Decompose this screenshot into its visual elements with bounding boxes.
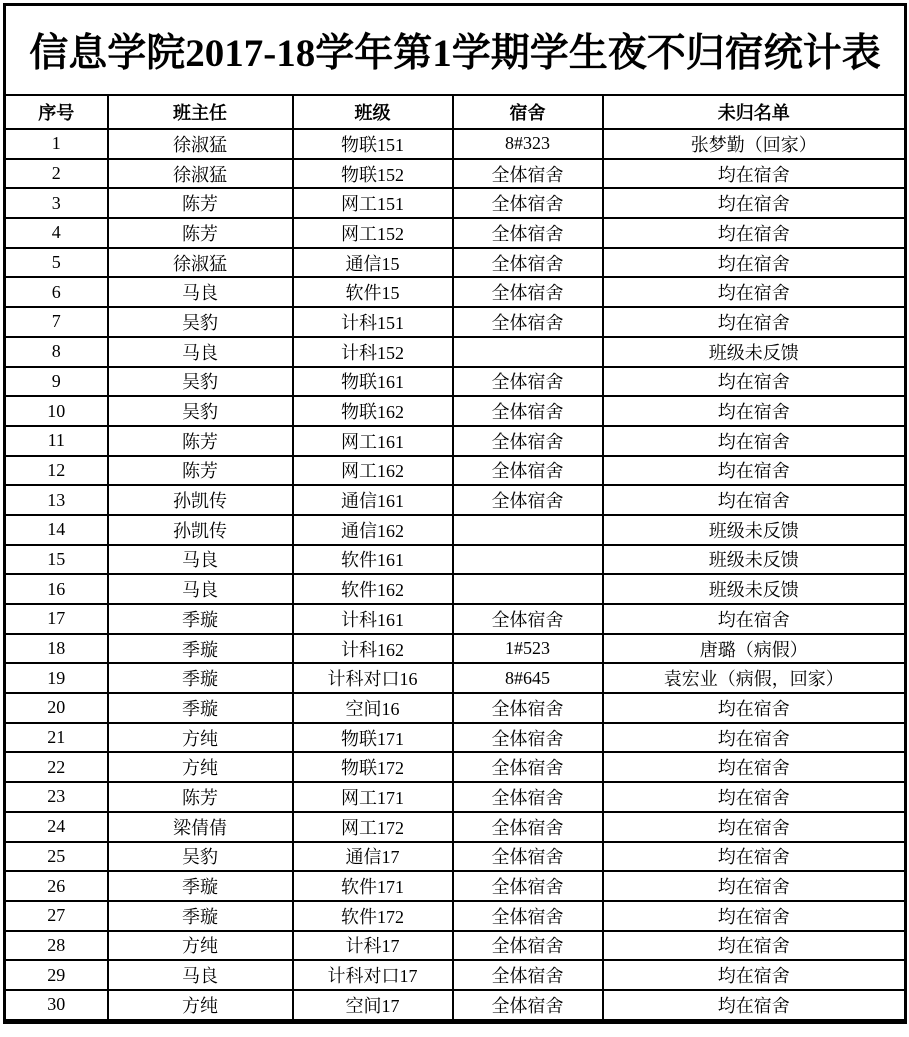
- cell-class: 软件162: [293, 574, 453, 604]
- table-row: [5, 515, 906, 545]
- table-row: [5, 307, 906, 337]
- cell-teacher: 季璇: [108, 604, 293, 634]
- cell-class: 物联152: [293, 159, 453, 189]
- cell-index: 29: [5, 960, 108, 990]
- cell-absent-list: 均在宿舍: [603, 871, 906, 901]
- cell-index: 17: [5, 604, 108, 634]
- cell-absent-list: 均在宿舍: [603, 485, 906, 515]
- cell-index: 25: [5, 842, 108, 872]
- table-row: [5, 574, 906, 604]
- cell-absent-list: 均在宿舍: [603, 159, 906, 189]
- cell-absent-list: 均在宿舍: [603, 693, 906, 723]
- cell-teacher: 陈芳: [108, 218, 293, 248]
- cell-absent-list: 均在宿舍: [603, 752, 906, 782]
- cell-class: 网工162: [293, 456, 453, 486]
- table-body: [5, 129, 906, 1021]
- cell-dorm: 全体宿舍: [453, 188, 603, 218]
- table-row: [5, 782, 906, 812]
- cell-teacher: 陈芳: [108, 426, 293, 456]
- cell-teacher: 吴豹: [108, 842, 293, 872]
- cell-dorm: 全体宿舍: [453, 396, 603, 426]
- cell-class: 网工152: [293, 218, 453, 248]
- cell-dorm: 全体宿舍: [453, 901, 603, 931]
- cell-index: 12: [5, 456, 108, 486]
- cell-dorm: 全体宿舍: [453, 960, 603, 990]
- cell-absent-list: 袁宏业（病假，回家）: [603, 663, 906, 693]
- cell-absent-list: 班级未反馈: [603, 545, 906, 575]
- cell-absent-list: 均在宿舍: [603, 188, 906, 218]
- cell-absent-list: 均在宿舍: [603, 842, 906, 872]
- table-row: [5, 337, 906, 367]
- header-row: [5, 95, 906, 129]
- table-row: [5, 931, 906, 961]
- cell-teacher: 季璇: [108, 634, 293, 664]
- cell-teacher: 陈芳: [108, 782, 293, 812]
- cell-class: 计科17: [293, 931, 453, 961]
- cell-index: 7: [5, 307, 108, 337]
- cell-teacher: 季璇: [108, 901, 293, 931]
- table-row: [5, 871, 906, 901]
- cell-teacher: 季璇: [108, 871, 293, 901]
- cell-absent-list: 均在宿舍: [603, 812, 906, 842]
- cell-absent-list: 均在宿舍: [603, 426, 906, 456]
- table-row: [5, 634, 906, 664]
- table-row: [5, 752, 906, 782]
- cell-index: 1: [5, 129, 108, 159]
- table-row: [5, 367, 906, 397]
- cell-teacher: 孙凯传: [108, 515, 293, 545]
- cell-teacher: 方纯: [108, 723, 293, 753]
- cell-teacher: 孙凯传: [108, 485, 293, 515]
- cell-dorm: 全体宿舍: [453, 485, 603, 515]
- table-row: [5, 842, 906, 872]
- table-row: [5, 277, 906, 307]
- cell-teacher: 徐淑猛: [108, 129, 293, 159]
- cell-absent-list: 均在宿舍: [603, 307, 906, 337]
- cell-class: 空间16: [293, 693, 453, 723]
- cell-absent-list: 均在宿舍: [603, 901, 906, 931]
- table-row: [5, 604, 906, 634]
- cell-index: 11: [5, 426, 108, 456]
- cell-index: 13: [5, 485, 108, 515]
- cell-index: 16: [5, 574, 108, 604]
- cell-teacher: 马良: [108, 337, 293, 367]
- night-absence-statistics-table: [3, 3, 907, 1024]
- cell-dorm: [453, 337, 603, 367]
- cell-class: 网工172: [293, 812, 453, 842]
- table-row: [5, 960, 906, 990]
- cell-teacher: 马良: [108, 960, 293, 990]
- cell-dorm: 1#523: [453, 634, 603, 664]
- cell-absent-list: 均在宿舍: [603, 277, 906, 307]
- cell-dorm: [453, 545, 603, 575]
- cell-dorm: 全体宿舍: [453, 693, 603, 723]
- cell-teacher: 吴豹: [108, 307, 293, 337]
- cell-dorm: 全体宿舍: [453, 812, 603, 842]
- table-row: [5, 545, 906, 575]
- table-row: [5, 812, 906, 842]
- cell-index: 8: [5, 337, 108, 367]
- cell-class: 计科161: [293, 604, 453, 634]
- cell-class: 通信15: [293, 248, 453, 278]
- table-row: [5, 188, 906, 218]
- table-row: [5, 663, 906, 693]
- cell-absent-list: 均在宿舍: [603, 367, 906, 397]
- table-row: [5, 693, 906, 723]
- cell-class: 物联172: [293, 752, 453, 782]
- cell-index: 4: [5, 218, 108, 248]
- table-row: [5, 426, 906, 456]
- cell-index: 19: [5, 663, 108, 693]
- cell-dorm: 全体宿舍: [453, 782, 603, 812]
- cell-dorm: 全体宿舍: [453, 159, 603, 189]
- cell-absent-list: 均在宿舍: [603, 931, 906, 961]
- cell-absent-list: 班级未反馈: [603, 515, 906, 545]
- cell-absent-list: 均在宿舍: [603, 218, 906, 248]
- cell-class: 计科对口16: [293, 663, 453, 693]
- cell-index: 18: [5, 634, 108, 664]
- cell-dorm: 8#323: [453, 129, 603, 159]
- cell-absent-list: 班级未反馈: [603, 337, 906, 367]
- cell-teacher: 徐淑猛: [108, 248, 293, 278]
- table-row: [5, 129, 906, 159]
- cell-class: 计科151: [293, 307, 453, 337]
- cell-index: 20: [5, 693, 108, 723]
- cell-class: 计科162: [293, 634, 453, 664]
- cell-absent-list: 均在宿舍: [603, 782, 906, 812]
- cell-dorm: 全体宿舍: [453, 248, 603, 278]
- page-title: 信息学院2017-18学年第1学期学生夜不归宿统计表: [5, 5, 906, 96]
- cell-dorm: 全体宿舍: [453, 871, 603, 901]
- cell-absent-list: 班级未反馈: [603, 574, 906, 604]
- table-row: [5, 901, 906, 931]
- cell-index: 15: [5, 545, 108, 575]
- cell-absent-list: 均在宿舍: [603, 960, 906, 990]
- cell-dorm: 全体宿舍: [453, 842, 603, 872]
- cell-teacher: 方纯: [108, 990, 293, 1021]
- cell-class: 软件15: [293, 277, 453, 307]
- cell-absent-list: 均在宿舍: [603, 604, 906, 634]
- cell-index: 24: [5, 812, 108, 842]
- table-row: [5, 159, 906, 189]
- cell-index: 5: [5, 248, 108, 278]
- cell-class: 物联151: [293, 129, 453, 159]
- cell-index: 6: [5, 277, 108, 307]
- cell-dorm: 全体宿舍: [453, 218, 603, 248]
- cell-dorm: 全体宿舍: [453, 931, 603, 961]
- cell-index: 28: [5, 931, 108, 961]
- cell-class: 软件172: [293, 901, 453, 931]
- table-row: [5, 485, 906, 515]
- cell-index: 9: [5, 367, 108, 397]
- cell-dorm: 全体宿舍: [453, 367, 603, 397]
- cell-teacher: 陈芳: [108, 188, 293, 218]
- cell-teacher: 吴豹: [108, 396, 293, 426]
- table-row: [5, 990, 906, 1021]
- column-header-teacher: 班主任: [108, 95, 293, 129]
- cell-index: 10: [5, 396, 108, 426]
- cell-dorm: 全体宿舍: [453, 990, 603, 1021]
- cell-absent-list: 均在宿舍: [603, 456, 906, 486]
- cell-class: 物联162: [293, 396, 453, 426]
- cell-class: 通信162: [293, 515, 453, 545]
- cell-class: 网工161: [293, 426, 453, 456]
- cell-dorm: [453, 515, 603, 545]
- cell-dorm: [453, 574, 603, 604]
- cell-index: 21: [5, 723, 108, 753]
- cell-teacher: 季璇: [108, 663, 293, 693]
- cell-class: 通信161: [293, 485, 453, 515]
- cell-dorm: 全体宿舍: [453, 604, 603, 634]
- cell-class: 计科152: [293, 337, 453, 367]
- cell-dorm: 全体宿舍: [453, 752, 603, 782]
- cell-dorm: 8#645: [453, 663, 603, 693]
- cell-index: 27: [5, 901, 108, 931]
- cell-absent-list: 均在宿舍: [603, 990, 906, 1021]
- cell-absent-list: 唐璐（病假）: [603, 634, 906, 664]
- cell-dorm: 全体宿舍: [453, 277, 603, 307]
- cell-teacher: 季璇: [108, 693, 293, 723]
- cell-dorm: 全体宿舍: [453, 307, 603, 337]
- table-row: [5, 456, 906, 486]
- table-row: [5, 218, 906, 248]
- cell-index: 30: [5, 990, 108, 1021]
- cell-index: 26: [5, 871, 108, 901]
- cell-class: 物联161: [293, 367, 453, 397]
- cell-absent-list: 均在宿舍: [603, 723, 906, 753]
- cell-teacher: 陈芳: [108, 456, 293, 486]
- cell-teacher: 方纯: [108, 931, 293, 961]
- column-header-absent-list: 未归名单: [603, 95, 906, 129]
- cell-dorm: 全体宿舍: [453, 723, 603, 753]
- cell-index: 22: [5, 752, 108, 782]
- cell-index: 14: [5, 515, 108, 545]
- column-header-dorm: 宿舍: [453, 95, 603, 129]
- cell-teacher: 马良: [108, 574, 293, 604]
- cell-absent-list: 张梦勤（回家）: [603, 129, 906, 159]
- cell-class: 网工171: [293, 782, 453, 812]
- cell-teacher: 马良: [108, 277, 293, 307]
- cell-index: 2: [5, 159, 108, 189]
- column-header-class: 班级: [293, 95, 453, 129]
- cell-teacher: 徐淑猛: [108, 159, 293, 189]
- cell-dorm: 全体宿舍: [453, 456, 603, 486]
- cell-teacher: 梁倩倩: [108, 812, 293, 842]
- cell-class: 空间17: [293, 990, 453, 1021]
- cell-absent-list: 均在宿舍: [603, 396, 906, 426]
- cell-class: 通信17: [293, 842, 453, 872]
- table-row: [5, 723, 906, 753]
- cell-absent-list: 均在宿舍: [603, 248, 906, 278]
- column-header-index: 序号: [5, 95, 108, 129]
- table-row: [5, 396, 906, 426]
- cell-class: 软件171: [293, 871, 453, 901]
- cell-index: 3: [5, 188, 108, 218]
- table-row: [5, 248, 906, 278]
- cell-index: 23: [5, 782, 108, 812]
- cell-dorm: 全体宿舍: [453, 426, 603, 456]
- cell-class: 计科对口17: [293, 960, 453, 990]
- cell-class: 物联171: [293, 723, 453, 753]
- cell-teacher: 吴豹: [108, 367, 293, 397]
- cell-class: 软件161: [293, 545, 453, 575]
- cell-class: 网工151: [293, 188, 453, 218]
- cell-teacher: 方纯: [108, 752, 293, 782]
- cell-teacher: 马良: [108, 545, 293, 575]
- title-row: [5, 5, 906, 96]
